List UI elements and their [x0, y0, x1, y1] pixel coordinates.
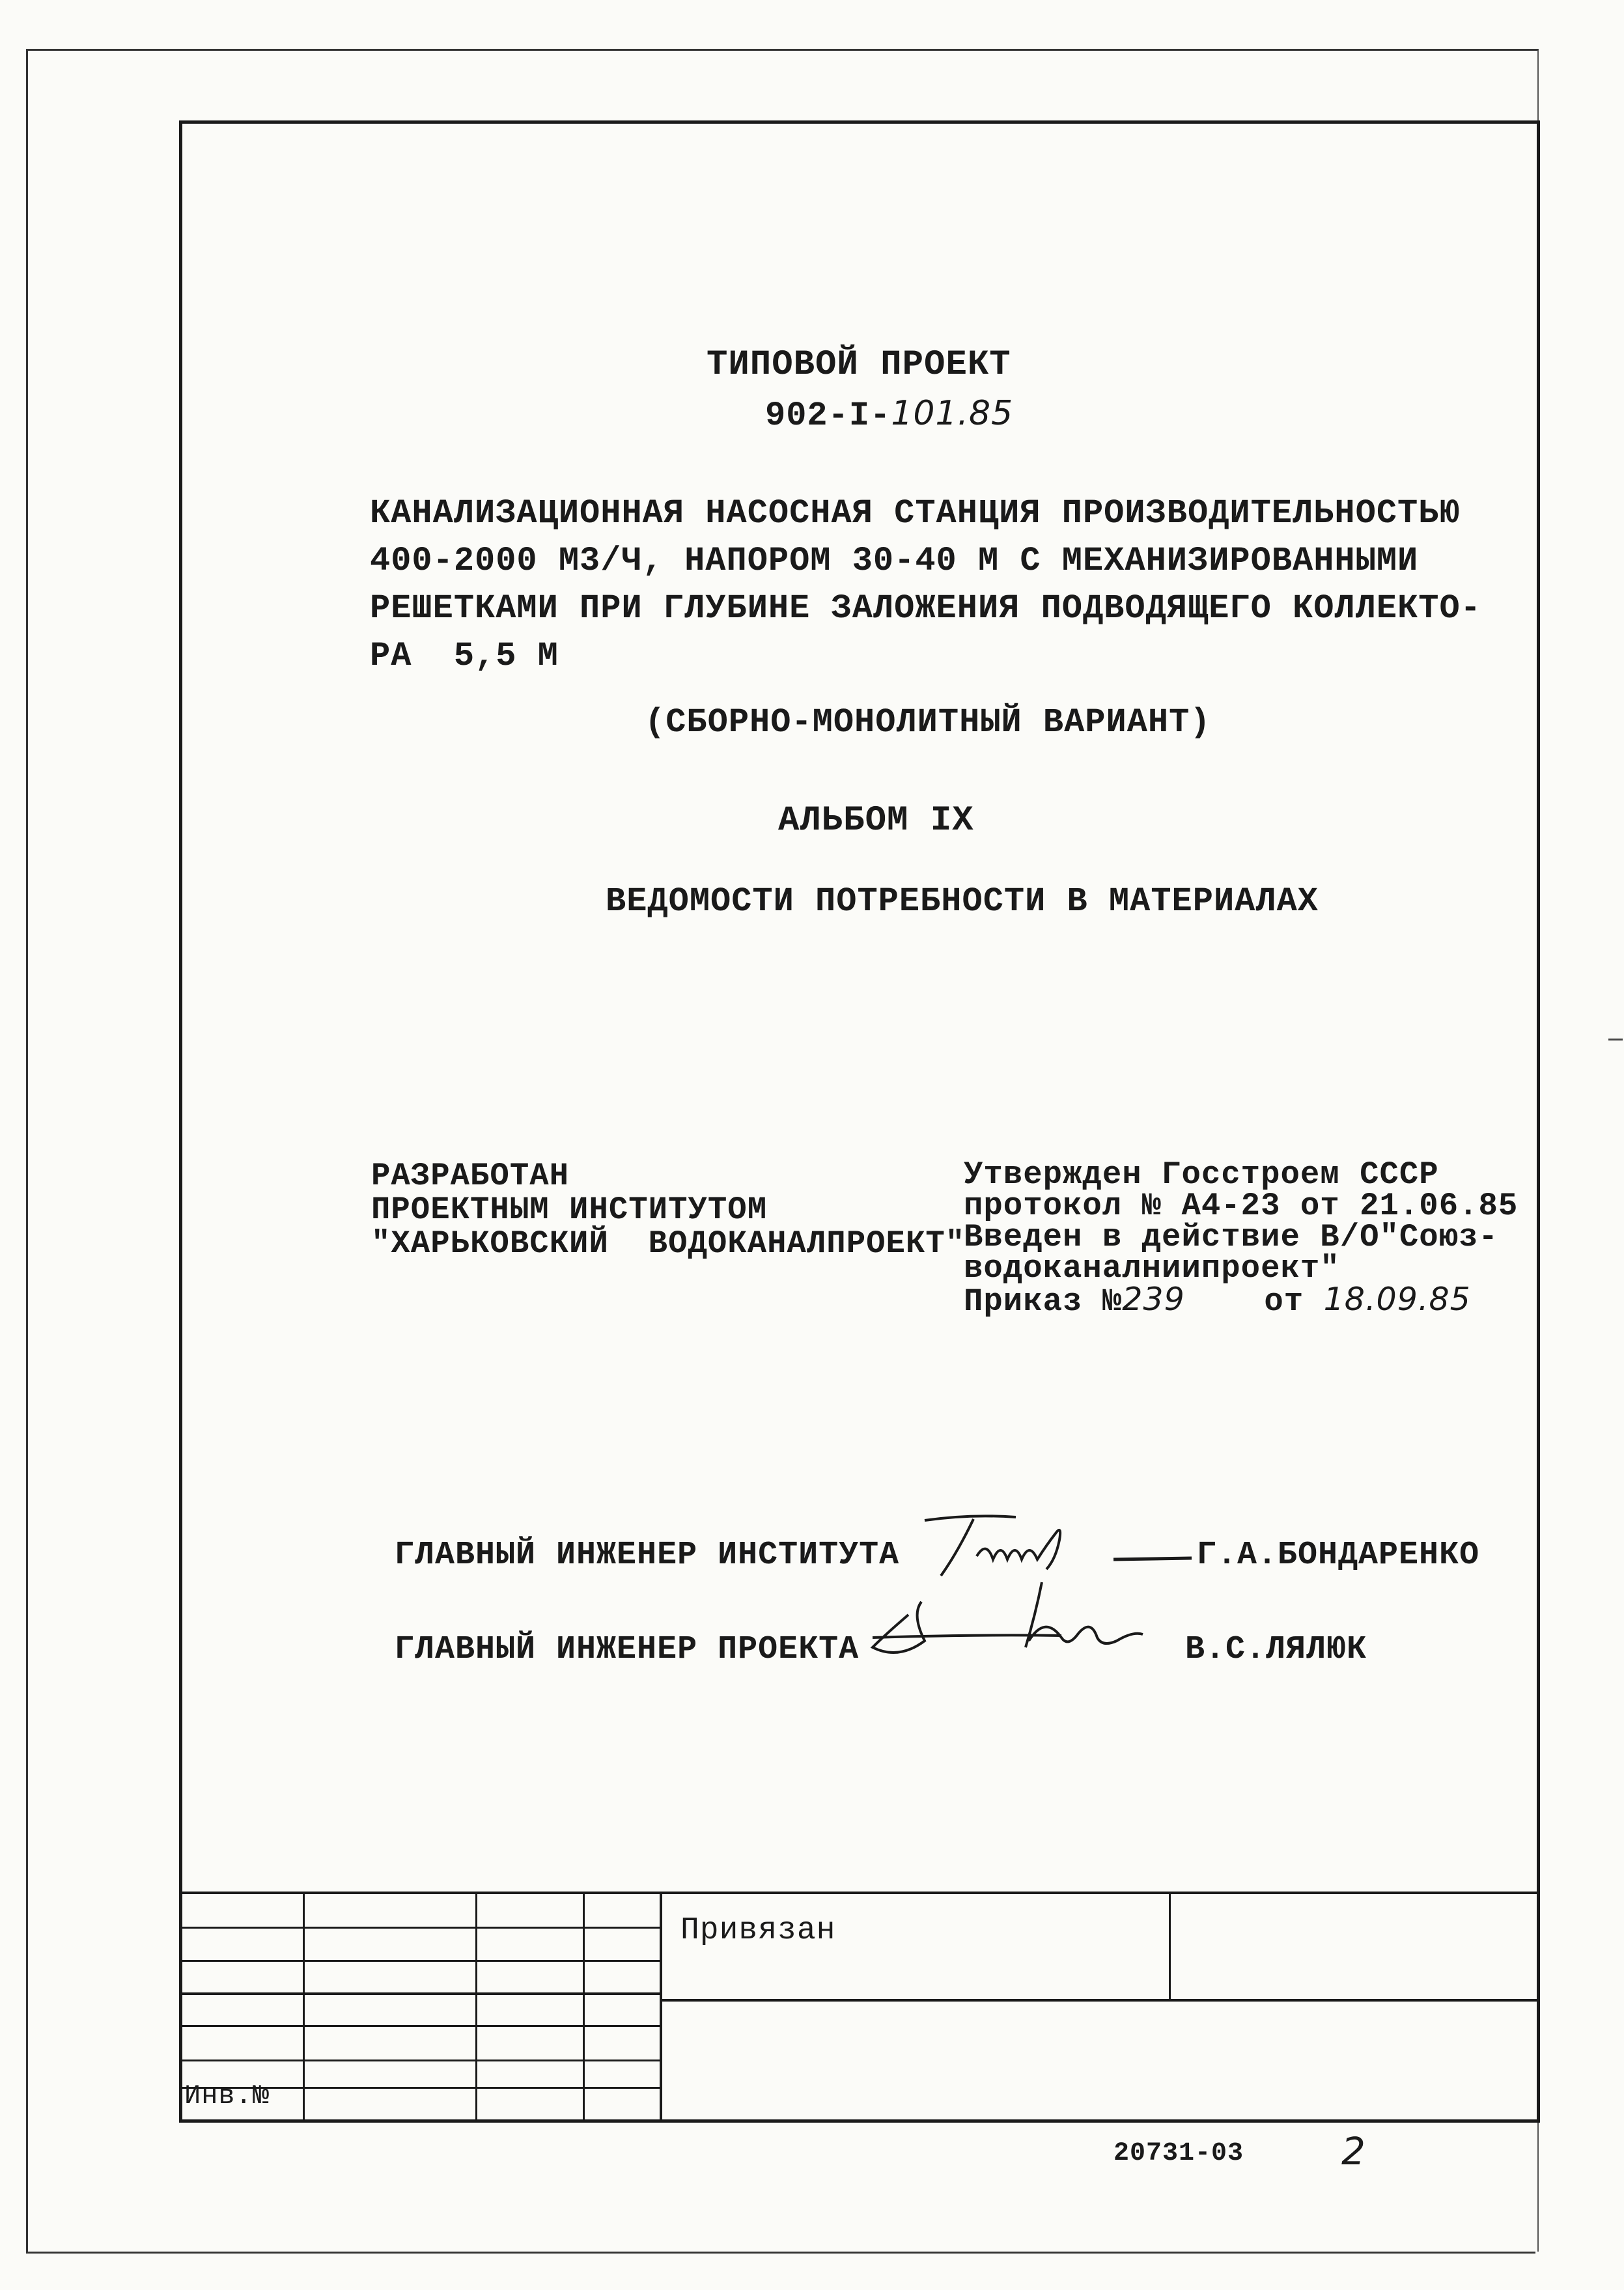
order-date-label: от: [1264, 1283, 1304, 1320]
project-code: [765, 394, 1013, 435]
document-number: 20731-03: [1113, 2139, 1244, 2168]
order-number: 239: [1122, 1281, 1185, 1318]
approval-line: Введен в действие В/О"Союз-: [964, 1219, 1498, 1255]
album-number: АЛЬБОМ IX: [778, 801, 974, 841]
project-code-prefix: 902-I-: [765, 397, 891, 435]
developer-line: "ХАРЬКОВСКИЙ ВОДОКАНАЛПРОЕКТ": [371, 1225, 966, 1262]
edge-tick: [1608, 1039, 1623, 1040]
chief-engineer-institute-name: Г.А.БОНДАРЕНКО: [1197, 1537, 1480, 1574]
chief-engineer-institute-label: ГЛАВНЫЙ ИНЖЕНЕР ИНСТИТУТА: [395, 1537, 900, 1574]
inventory-number-label: Инв.№: [184, 2080, 270, 2112]
developer-block: [371, 1159, 965, 1261]
developer-line: ПРОЕКТНЫМ ИНСТИТУТОМ: [371, 1192, 768, 1228]
chief-engineer-project-name: В.С.ЛЯЛЮК: [1185, 1631, 1367, 1668]
stamp-grid: [179, 1892, 1540, 2123]
description-line: РЕШЕТКАМИ ПРИ ГЛУБИНЕ ЗАЛОЖЕНИЯ ПОДВОДЯЩЕГО КОЛЛЕКТО-: [370, 589, 1481, 628]
description-line: РА 5,5 М: [370, 637, 559, 675]
approval-line: Утвержден Госстроем СССР: [964, 1156, 1439, 1193]
page-number: 2: [1341, 2129, 1366, 2173]
chief-engineer-project-label: ГЛАВНЫЙ ИНЖЕНЕР ПРОЕКТА: [395, 1631, 860, 1668]
document-type-title: ТИПОВОЙ ПРОЕКТ: [707, 345, 1011, 385]
project-description: [370, 490, 1481, 680]
signature-project: [847, 1576, 1185, 1680]
approval-order-line: [964, 1281, 1518, 1320]
description-line: КАНАЛИЗАЦИОННАЯ НАСОСНАЯ СТАНЦИЯ ПРОИЗВОДИТЕЛЬНОСТЬЮ: [370, 494, 1461, 533]
bottom-rule: [26, 2252, 1535, 2254]
variant-subtitle: (СБОРНО-МОНОЛИТНЫЙ ВАРИАНТ): [645, 703, 1211, 742]
description-line: 400-2000 М3/Ч, НАПОРОМ 30-40 М С МЕХАНИЗИРОВАННЫМИ: [370, 542, 1419, 580]
project-code-handwritten: 101.85: [891, 394, 1014, 433]
approval-line: протокол № А4-23 от 21.06.85: [964, 1188, 1519, 1224]
approval-line: водоканалниипроект": [964, 1250, 1340, 1287]
order-date: 18.09.85: [1323, 1281, 1471, 1318]
approval-block: [964, 1156, 1519, 1320]
order-label: Приказ №: [964, 1283, 1123, 1320]
privyazan-label: Привязан: [680, 1913, 836, 1948]
album-contents: ВЕДОМОСТИ ПОТРЕБНОСТИ В МАТЕРИАЛАХ: [606, 882, 1319, 921]
developer-line: РАЗРАБОТАН: [371, 1158, 570, 1194]
